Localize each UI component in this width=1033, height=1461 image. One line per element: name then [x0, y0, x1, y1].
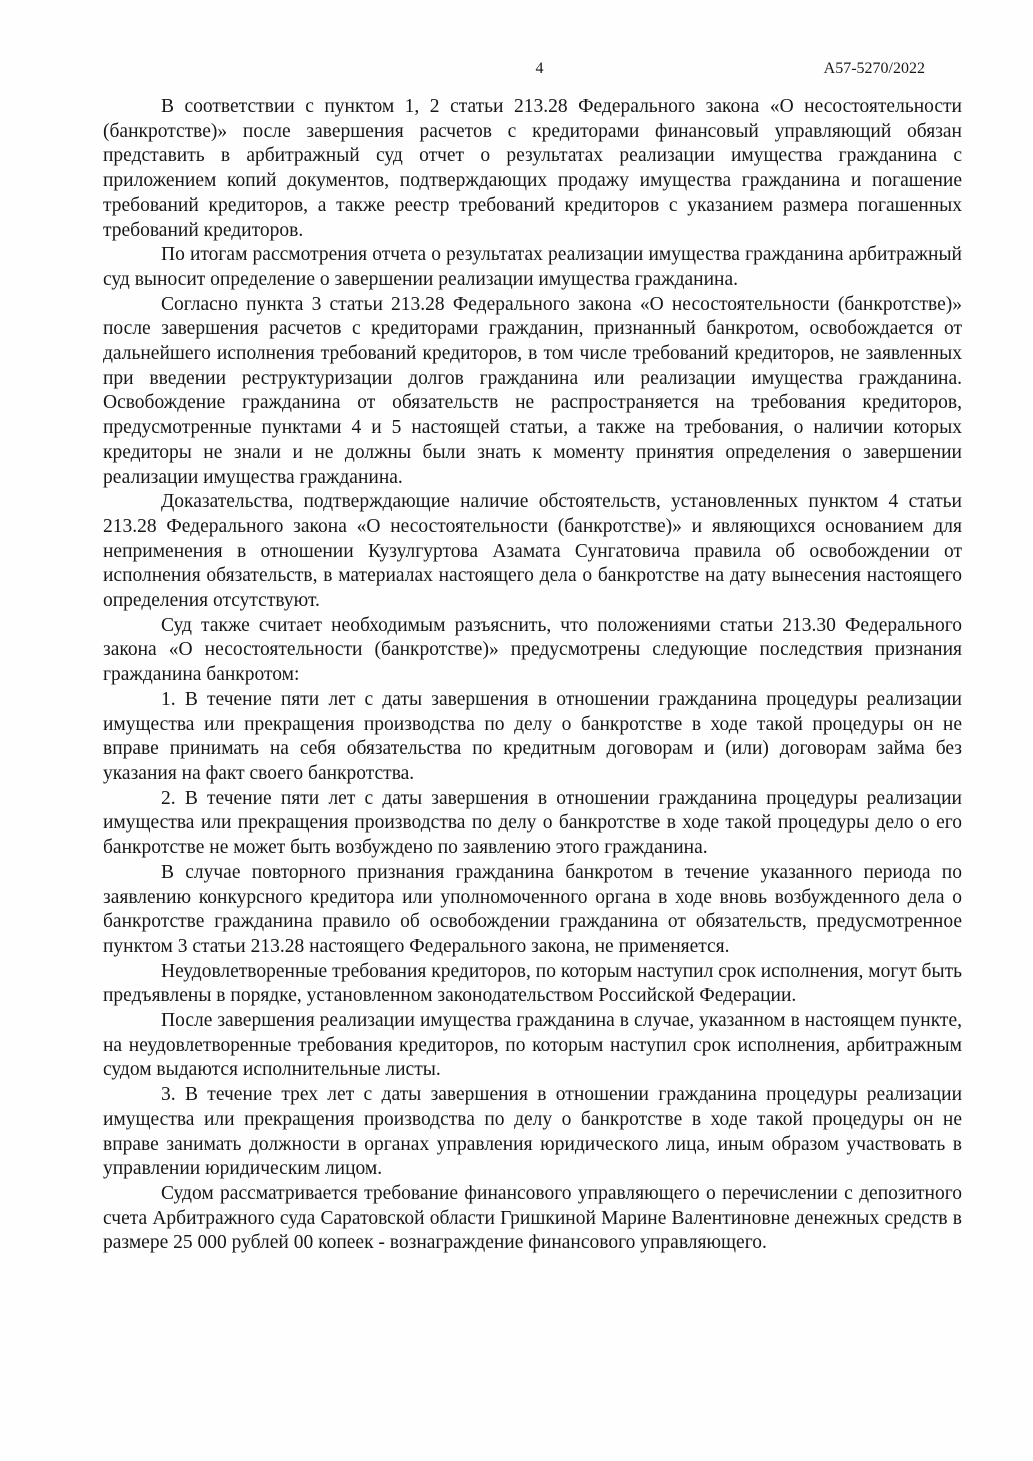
page-header: [103, 0, 962, 78]
document-paragraph: 2. В течение пяти лет с даты завершения в отношении гражданина процедуры реализации имущества или прекращения производства по делу о банкротстве в ходе такой процедуры дело о его банкротстве не может быть возбуждено по заявлению этого гражданина.: [103, 787, 962, 859]
page-number: 4: [535, 60, 544, 77]
document-paragraph: 1. В течение пяти лет с даты завершения в отношении гражданина процедуры реализации имущества или прекращения производства по делу о банкротстве в ходе такой процедуры он не вправе принимать на себя обязательства по кредитным договорам и (или) договорам займа без указания на факт своего банкротства.: [103, 688, 962, 784]
document-paragraph: Неудовлетворенные требования кредиторов, по которым наступил срок исполнения, могут быть предъявлены в порядке, установленном законодательством Российской Федерации.: [103, 960, 962, 1007]
document-paragraph: В случае повторного признания гражданина банкротом в течение указанного периода по заявлению конкурсного кредитора или уполномоченного органа в ходе вновь возбужденного дела о банкротстве гражданина правило об освобождении гражданина от обязательств, предусмотренное пунктом 3 статьи 213.28 настоящего Федерального закона, не применяется.: [103, 861, 962, 957]
document-body: [103, 95, 962, 1256]
document-paragraph: После завершения реализации имущества гражданина в случае, указанном в настоящем пункте, на неудовлетворенные требования кредиторов, по которым наступил срок исполнения, арбитражным судом выдаются исполнительные листы.: [103, 1010, 962, 1081]
document-paragraph: Согласно пункта 3 статьи 213.28 Федерального закона «О несостоятельности (банкротстве)» после завершения расчетов с кредиторами гражданин, признанный банкротом, освобождается от дальнейшего исполнения требований кредиторов, в том числе требований кредиторов, не заявленных при введении реструктуризации долгов гражданина или реализации имущества гражданина. Освобождение гражданина от обязательств не распространяется на требования кредиторов, предусмотренные пунктами 4 и 5 настоящей статьи, а также на требования, о наличии которых кредиторы не знали и не должны были знать к моменту принятия определения о завершении реализации имущества гражданина.: [103, 293, 962, 488]
document-paragraph: В соответствии с пунктом 1, 2 статьи 213.28 Федерального закона «О несостоятельности (банкротстве)» после завершения расчетов с кредиторами финансовый управляющий обязан представить в арбитражный суд отчет о результатах реализации имущества гражданина с приложением копий документов, подтверждающих продажу имущества гражданина и погашение требований кредиторов, а также реестр требований кредиторов с указанием размера погашенных требований кредиторов.: [103, 96, 962, 241]
document-paragraph: Суд также считает необходимым разъяснить, что положениями статьи 213.30 Федерального закона «О несостоятельности (банкротстве)» предусмотрены следующие последствия признания гражданина банкротом:: [103, 614, 962, 686]
document-paragraph: 3. В течение трех лет с даты завершения в отношении гражданина процедуры реализации имущества или прекращения производства по делу о банкротстве в ходе такой процедуры он не вправе занимать должности в органах управления юридического лица, иным образом участвовать в управлении юридическим лицом.: [103, 1084, 962, 1180]
document-paragraph: По итогам рассмотрения отчета о результатах реализации имущества гражданина арбитражный суд выносит определение о завершении реализации имущества гражданина.: [103, 244, 962, 290]
case-number: А57-5270/2022: [823, 60, 925, 77]
document-paragraph: Судом рассматривается требование финансового управляющего о перечислении с депозитного счета Арбитражного суда Саратовской области Гришкиной Марине Валентиновне денежных средств в размере 25 000 рублей 00 копеек - вознаграждение финансового управляющего.: [103, 1182, 962, 1254]
document-paragraph: Доказательства, подтверждающие наличие обстоятельств, установленных пунктом 4 статьи 213.28 Федерального закона «О несостоятельности (банкротстве)» и являющихся основанием для неприменения в отношении Кузулгуртова Азамата Сунгатовича правила об освобождении от исполнения обязательств, в материалах настоящего дела о банкротстве на дату вынесения настоящего определения отсутствуют.: [103, 491, 962, 612]
